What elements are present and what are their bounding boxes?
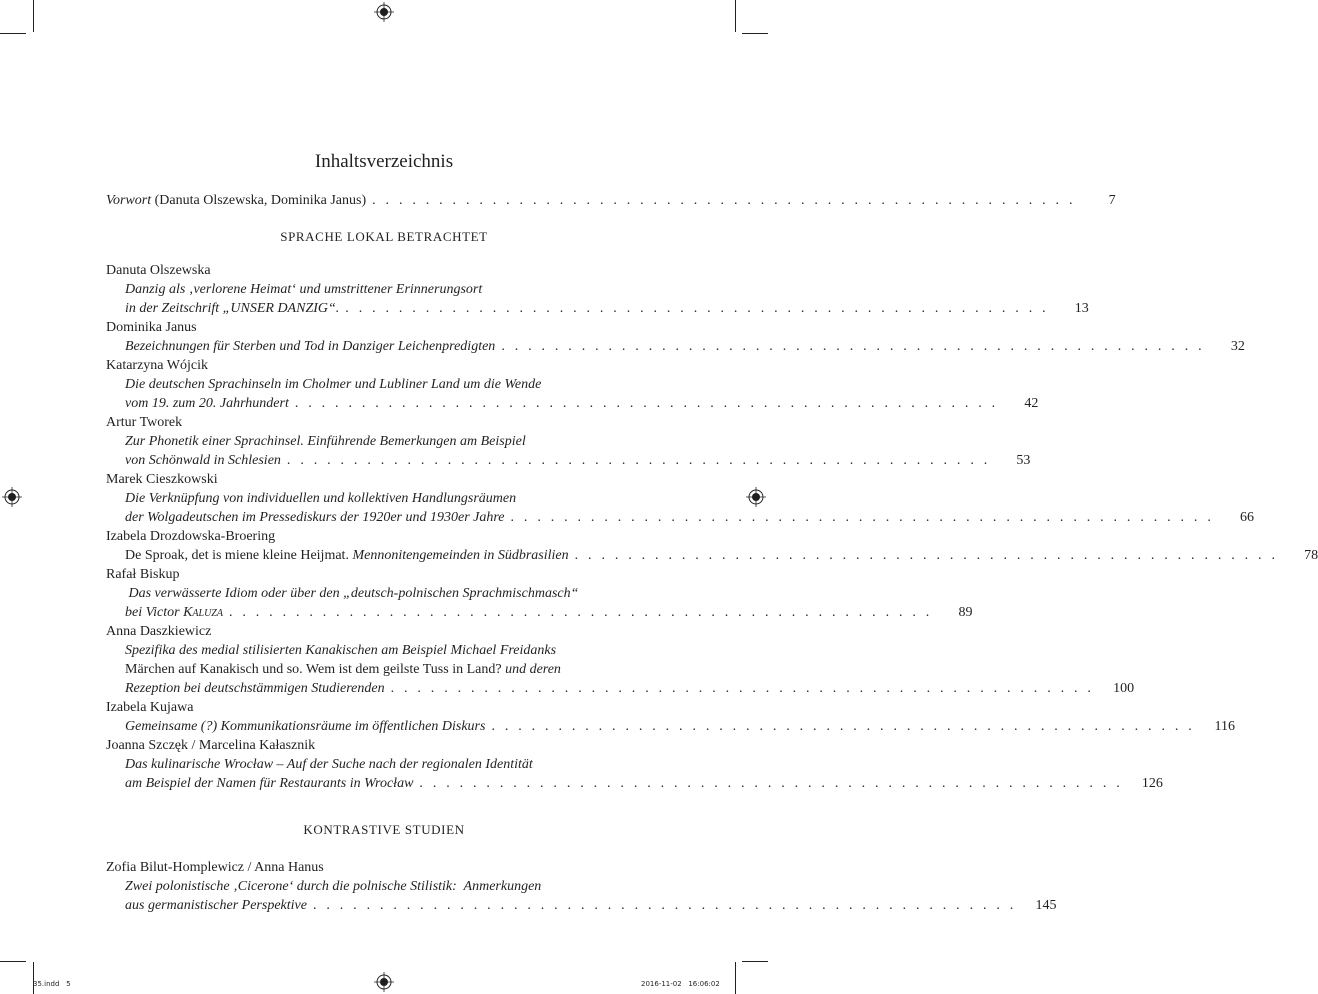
crop-mark <box>742 33 768 34</box>
page-number: 13 <box>1074 301 1089 316</box>
leader-dots: . . . . . . . . . . . . . . . . . . . . . . . . . . . . . . . . . . . . . . . . . . . . . . . . . . . . . <box>501 339 1205 354</box>
entry-title: Vorwort <box>106 193 152 208</box>
entry-title-line: Gemeinsame (?) Kommunikationsräume im öffentlichen Diskurs <box>125 719 486 734</box>
section-heading: KONTRASTIVE STUDIEN <box>303 822 465 837</box>
crop-mark <box>0 33 26 34</box>
toc-entry <box>125 896 1057 915</box>
entry-title-line: Zwei polonistische ‚Cicerone‘ durch die polnische Stilistik: Anmerkungen <box>125 879 542 894</box>
entry-author: Dominika Janus <box>106 320 197 335</box>
toc-entry <box>125 546 1318 565</box>
registration-mark-icon <box>2 487 22 507</box>
entry-author: Izabela Kujawa <box>106 700 194 715</box>
entry-author: Marek Cieszkowski <box>106 472 218 487</box>
entry-title-line: Zur Phonetik einer Sprachinsel. Einführende Bemerkungen am Beispiel <box>125 434 526 449</box>
leader-dots: . . . . . . . . . . . . . . . . . . . . . . . . . . . . . . . . . . . . . . . . . . . . . . . . . . . . . <box>390 681 1095 696</box>
page-number: 145 <box>1035 898 1057 913</box>
entry-title-line: Danzig als ‚verlorene Heimat‘ und umstrittener Erinnerungsort <box>125 282 483 297</box>
page-number: 116 <box>1214 719 1235 734</box>
entry-author: Izabela Drozdowska-Broering <box>106 529 276 544</box>
toc-entry-vorwort <box>106 191 1116 210</box>
entry-title-line: von Schönwald in Schlesien <box>125 453 281 468</box>
entry-author: Joanna Szczęk / Marcelina Kałasznik <box>106 738 316 753</box>
registration-mark-icon <box>746 487 766 507</box>
leader-dots: . . . . . . . . . . . . . . . . . . . . . . . . . . . . . . . . . . . . . . . . . . . . . . . . . . . . . <box>345 301 1049 316</box>
crop-mark <box>0 961 26 962</box>
entry-title-line: Märchen auf Kanakisch und so. Wem ist dem geilste Tuss in Land? und deren <box>125 662 561 677</box>
page-number: 32 <box>1230 339 1245 354</box>
toc-entry <box>125 603 973 622</box>
toc-entry <box>125 299 1089 318</box>
toc-entry <box>125 774 1163 793</box>
page-number: 7 <box>1108 193 1116 208</box>
page-number: 42 <box>1024 396 1039 411</box>
page-number: 66 <box>1240 510 1255 525</box>
entry-title-plain: De Sproak, det is miene kleine Heijmat. <box>125 548 353 563</box>
entry-title-italic: Mennonitengemeinden in Südbrasilien <box>352 548 569 563</box>
crop-mark <box>735 962 736 994</box>
leader-dots: . . . . . . . . . . . . . . . . . . . . . . . . . . . . . . . . . . . . . . . . . . . . . . . . . . . . . <box>510 510 1215 525</box>
registration-mark-icon <box>374 2 394 22</box>
entry-title-line: am Beispiel der Namen für Restaurants in Wrocław <box>125 776 414 791</box>
entry-author-smallcaps: Kaluza <box>183 605 223 620</box>
entry-author: Danuta Olszewska <box>106 263 211 278</box>
toc-entry <box>125 717 1235 736</box>
entry-author: Artur Tworek <box>106 415 183 430</box>
page-number: 53 <box>1016 453 1031 468</box>
registration-mark-icon <box>374 972 394 992</box>
toc-entry <box>125 394 1039 413</box>
toc-entry <box>125 337 1245 356</box>
leader-dots: . . . . . . . . . . . . . . . . . . . . . . . . . . . . . . . . . . . . . . . . . . . . . . . . . . . . . <box>286 453 991 468</box>
crop-mark <box>735 0 736 32</box>
entry-authors: (Danuta Olszewska, Dominika Janus) <box>151 193 367 208</box>
entry-author: Rafał Biskup <box>106 567 180 582</box>
leader-dots: . . . . . . . . . . . . . . . . . . . . . . . . . . . . . . . . . . . . . . . . . . . . . . . . . . . . . <box>228 605 933 620</box>
entry-title-line: bei Victor <box>125 605 184 620</box>
page-number: 126 <box>1141 776 1163 791</box>
page-number: 89 <box>958 605 973 620</box>
entry-title-line: Bezeichnungen für Sterben und Tod in Danziger Leichenpredigten <box>125 339 496 354</box>
entry-title-line: der Wolgadeutschen im Pressediskurs der 1920er und 1930er Jahre <box>125 510 505 525</box>
entry-title-line: vom 19. zum 20. Jahrhundert <box>125 396 289 411</box>
crop-mark <box>742 961 768 962</box>
entry-title-line: Spezifika des medial stilisierten Kanakischen am Beispiel Michael Freidanks <box>125 643 557 658</box>
section-heading: SPRACHE LOKAL BETRACHTET <box>280 229 488 244</box>
entry-title-line: Die deutschen Sprachinseln im Cholmer und Lubliner Land um die Wende <box>125 377 542 392</box>
leader-dots: . . . . . . . . . . . . . . . . . . . . . . . . . . . . . . . . . . . . . . . . . . . . . . . . . . . . . <box>574 548 1279 563</box>
entry-author: Zofia Bilut-Homplewicz / Anna Hanus <box>106 860 324 875</box>
entry-title-line: Das verwässerte Idiom oder über den „deutsch-polnischen Sprachmischmasch“ <box>125 586 579 601</box>
page-number: 100 <box>1113 681 1135 696</box>
leader-dots: . . . . . . . . . . . . . . . . . . . . . . . . . . . . . . . . . . . . . . . . . . . . . . . . . . . . . <box>294 396 999 411</box>
entry-title-line: in der Zeitschrift „UNSER DANZIG“. <box>125 301 340 316</box>
page-number: 78 <box>1304 548 1318 563</box>
entry-title-line: Das kulinarische Wrocław – Auf der Suche nach der regionalen Identität <box>125 757 533 772</box>
leader-dots: . . . . . . . . . . . . . . . . . . . . . . . . . . . . . . . . . . . . . . . . . . . . . . . . . . . . . <box>312 898 1017 913</box>
leader-dots: . . . . . . . . . . . . . . . . . . . . . . . . . . . . . . . . . . . . . . . . . . . . . . . . . . . . . <box>372 193 1076 208</box>
timestamp-slug: 2016-11-02 16:06:02 <box>641 980 720 988</box>
entry-title-line: Rezeption bei deutschstämmigen Studierenden <box>125 681 385 696</box>
page-title: Inhaltsverzeichnis <box>314 151 454 172</box>
crop-mark <box>33 0 34 32</box>
file-slug: 35.indd 5 <box>33 980 71 988</box>
crop-mark <box>33 962 34 994</box>
toc-entry <box>125 508 1255 527</box>
entry-author: Katarzyna Wójcik <box>106 358 208 373</box>
entry-title-line: aus germanistischer Perspektive <box>125 898 307 913</box>
entry-title-line: Die Verknüpfung von individuellen und kollektiven Handlungsräumen <box>125 491 517 506</box>
entry-author: Anna Daszkiewicz <box>106 624 212 639</box>
toc-entry <box>125 451 1031 470</box>
leader-dots: . . . . . . . . . . . . . . . . . . . . . . . . . . . . . . . . . . . . . . . . . . . . . . . . . . . . . <box>419 776 1123 791</box>
toc-entry <box>125 679 1135 698</box>
leader-dots: . . . . . . . . . . . . . . . . . . . . . . . . . . . . . . . . . . . . . . . . . . . . . . . . . . . . . <box>491 719 1195 734</box>
